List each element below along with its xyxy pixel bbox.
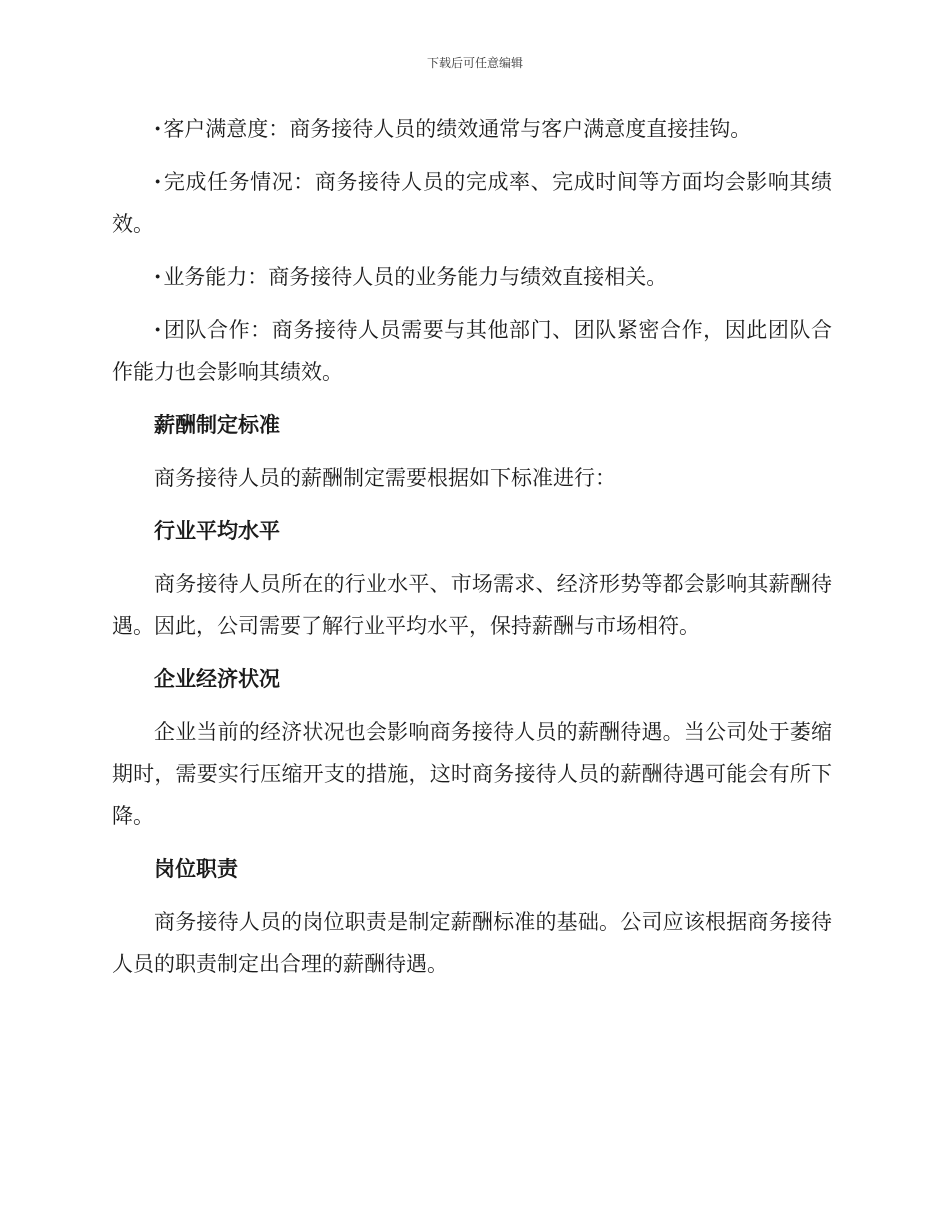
bullet-customer-satisfaction (112, 108, 832, 150)
section-heading-industry-average: 行业平均水平 (154, 519, 280, 543)
section-heading-job-duties: 岗位职责 (154, 857, 238, 881)
bullet-text: 业务能力：商务接待人员的业务能力与绩效直接相关。 (163, 265, 668, 289)
section-intro-salary-standard: 商务接待人员的薪酬制定需要根据如下标准进行： (154, 466, 616, 490)
bullet-teamwork (112, 309, 832, 393)
section-body-enterprise-economy: 企业当前的经济状况也会影响商务接待人员的薪酬待遇。当公司处于萎缩期时，需要实行压缩开支的措施，这时商务接待人员的薪酬待遇可能会有所下降。 (112, 720, 832, 828)
section-body-industry-average: 商务接待人员所在的行业水平、市场需求、经济形势等都会影响其薪酬待遇。因此，公司需要了解行业平均水平，保持薪酬与市场相符。 (112, 572, 832, 638)
bullet-dot: · (154, 317, 162, 342)
bullet-dot: · (154, 116, 162, 141)
document-content (112, 108, 832, 996)
section-heading-salary-standard: 薪酬制定标准 (154, 413, 280, 437)
section-heading-enterprise-economy: 企业经济状况 (154, 667, 280, 691)
bullet-text: 完成任务情况：商务接待人员的完成率、完成时间等方面均会影响其绩效。 (112, 170, 832, 236)
bullet-dot: · (154, 169, 162, 194)
header-note: 下载后可任意编辑 (426, 56, 523, 70)
bullet-text: 客户满意度：商务接待人员的绩效通常与客户满意度直接挂钩。 (163, 117, 752, 141)
bullet-dot: · (154, 264, 162, 289)
section-body-job-duties: 商务接待人员的岗位职责是制定薪酬标准的基础。公司应该根据商务接待人员的职责制定出合理的薪酬待遇。 (112, 910, 832, 976)
bullet-text: 团队合作：商务接待人员需要与其他部门、团队紧密合作，因此团队合作能力也会影响其绩效。 (112, 318, 832, 384)
bullet-task-completion (112, 161, 832, 245)
bullet-business-ability (112, 256, 832, 298)
